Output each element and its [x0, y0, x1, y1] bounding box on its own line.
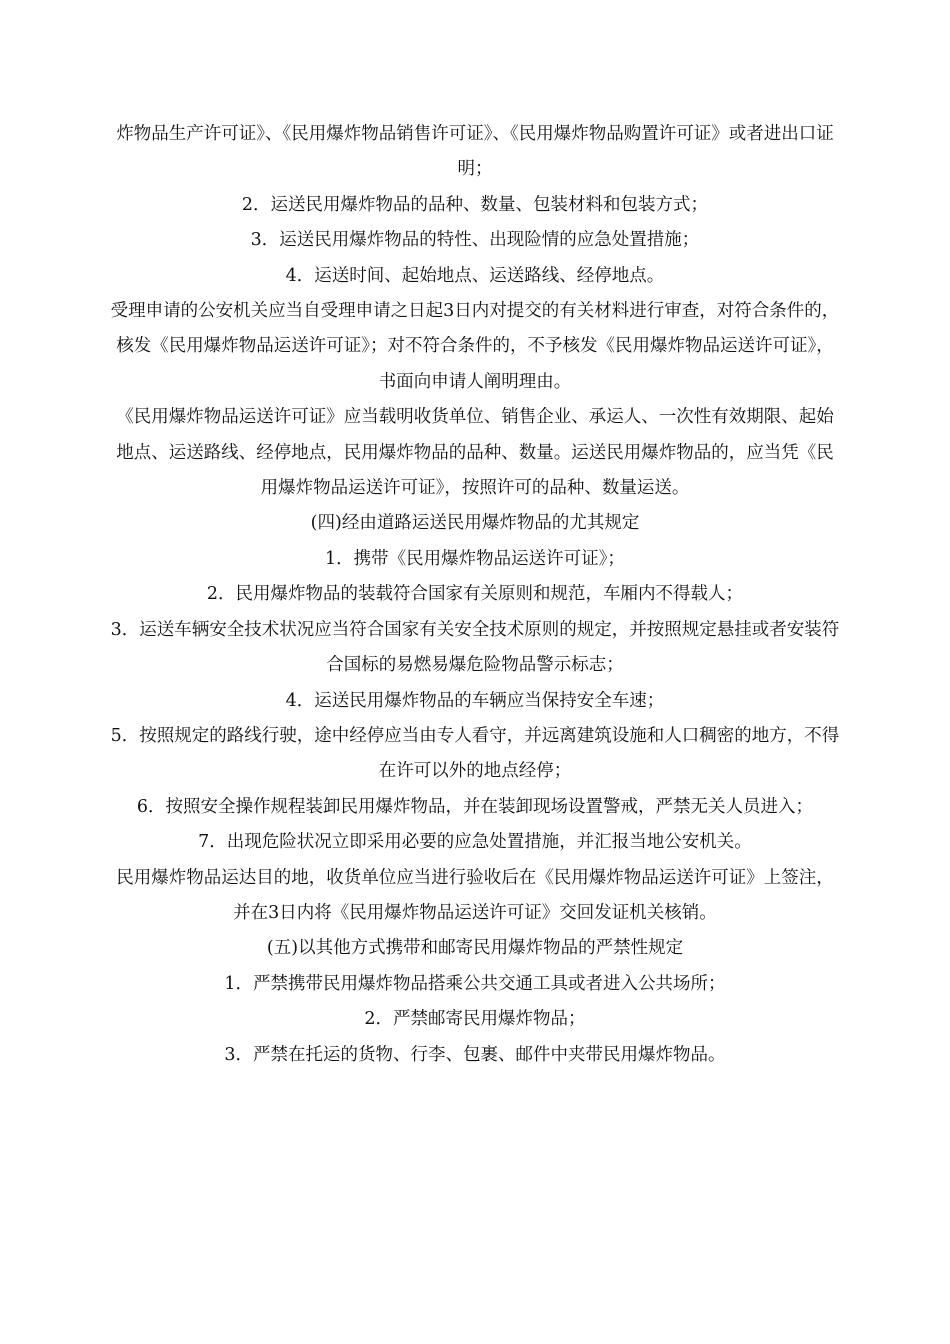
document-body — [110, 117, 840, 1073]
paragraph-permit-list-continued: 炸物品生产许可证》、《民用爆炸物品销售许可证》、《民用爆炸物品购置许可证》或者进出口证明； — [116, 124, 834, 180]
paragraph-item-2-varieties: 2．运送民用爆炸物品的品种、数量、包装材料和包装方式； — [241, 194, 709, 215]
paragraph-prohibition-1: 1．严禁携带民用爆炸物品搭乘公共交通工具或者进入公共场所； — [224, 973, 726, 994]
paragraph-road-item-5: 5．按照规定的路线行驶，途中经停应当由专人看守，并远离建筑设施和人口稠密的地方，不得在许可以外的地点经停； — [110, 725, 840, 782]
paragraph-item-4-time-route: 4．运送时间、起始地点、运送路线、经停地点。 — [285, 265, 665, 286]
paragraph-road-item-3: 3．运送车辆安全技术状况应当符合国家有关安全技术原则的规定，并按照规定悬挂或者安装符合国标的易燃易爆危险物品警示标志； — [110, 619, 840, 676]
paragraph-road-item-2: 2．民用爆炸物品的装载符合国家有关原则和规范，车厢内不得载人； — [206, 584, 744, 605]
paragraph-road-item-1: 1．携带《民用爆炸物品运送许可证》； — [325, 548, 625, 569]
paragraph-review-procedure: 受理申请的公安机关应当自受理申请之日起3日内对提交的有关材料进行审查，对符合条件的，核发《民用爆炸物品运送许可证》；对不符合条件的，不予核发《民用爆炸物品运送许可证》，书面向申请人阐明理由。 — [110, 301, 840, 392]
paragraph-item-3-characteristics: 3．运送民用爆炸物品的特性、出现险情的应急处置措施； — [250, 230, 700, 251]
paragraph-arrival-acceptance: 民用爆炸物品运达目的地，收货单位应当进行验收后在《民用爆炸物品运送许可证》上签注，并在3日内将《民用爆炸物品运送许可证》交回发证机关核销。 — [116, 867, 834, 923]
paragraph-road-item-6: 6．按照安全操作规程装卸民用爆炸物品，并在装卸现场设置警戒，严禁无关人员进入； — [136, 796, 814, 817]
section-heading-road-transport: (四)经由道路运送民用爆炸物品的尤其规定 — [310, 513, 640, 534]
paragraph-prohibition-2: 2．严禁邮寄民用爆炸物品； — [364, 1009, 586, 1030]
section-heading-prohibitions: (五)以其他方式携带和邮寄民用爆炸物品的严禁性规定 — [266, 938, 684, 959]
paragraph-permit-contents: 《民用爆炸物品运送许可证》应当载明收货单位、销售企业、承运人、一次性有效期限、起始地点、运送路线、经停地点，民用爆炸物品的品种、数量。运送民用爆炸物品的，应当凭《民用爆炸物品运送许可证》，按照许可的品种、数量运送。 — [116, 407, 834, 499]
paragraph-road-item-7: 7．出现危险状况立即采用必要的应急处置措施，并汇报当地公安机关。 — [198, 832, 752, 853]
paragraph-prohibition-3: 3．严禁在托运的货物、行李、包裹、邮件中夹带民用爆炸物品。 — [224, 1044, 726, 1065]
paragraph-road-item-4: 4．运送民用爆炸物品的车辆应当保持安全车速； — [285, 690, 665, 711]
